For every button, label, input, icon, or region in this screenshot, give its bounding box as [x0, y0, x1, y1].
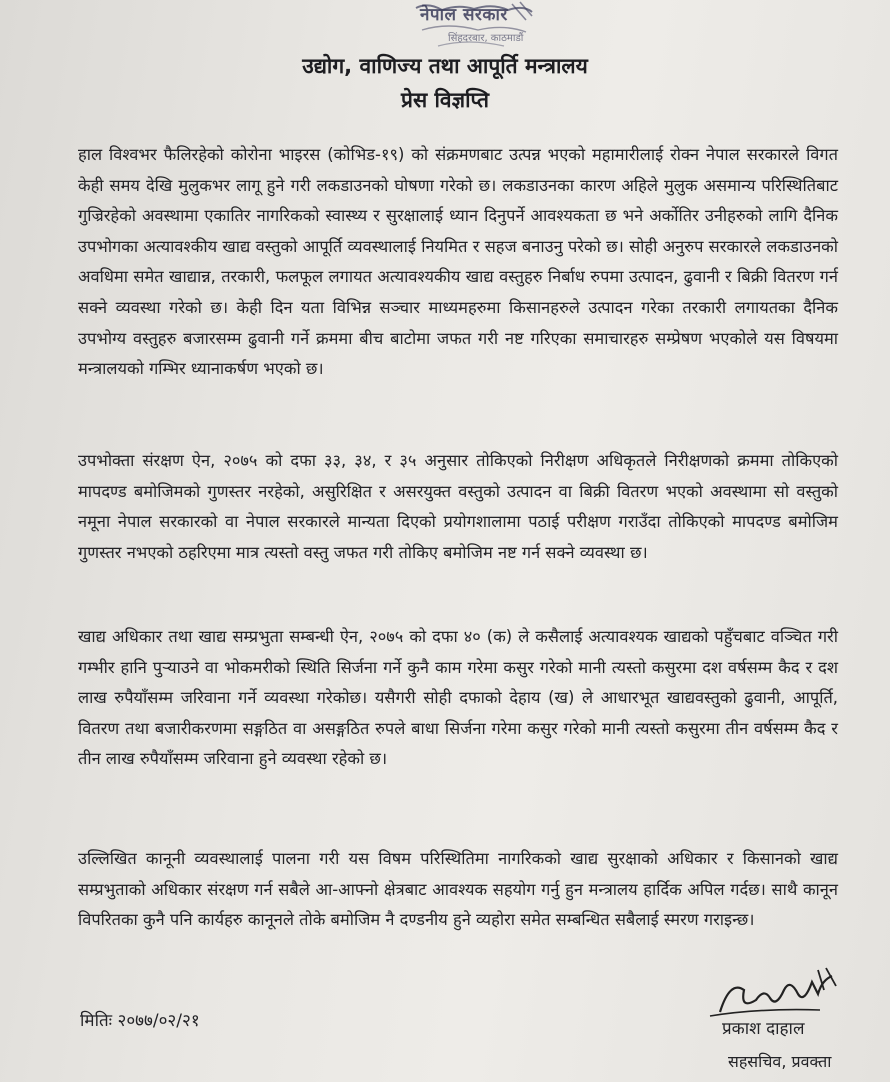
paragraph-4: उल्लिखित कानूनी व्यवस्थालाई पालना गरी यस विषम परिस्थितिमा नागरिकको खाद्य सुरक्षाको अधिकार र किसानको खाद्य सम्प्रभुताको अधिकार संरक्षण गर्न सबैले आ-आफ्नो क्षेत्रबाट आवश्यक सहयोग गर्नु हुन मन्त्रालय हार्दिक अपिल गर्दछ। साथै कानून विपरितका कुनै पनि कार्यहरु कानूनले तोके बमोजिम नै दण्डनीय हुने व्यहोरा समेत सम्बन्धित सबैलाई स्मरण गराइन्छ।	[78, 849, 838, 930]
ministry-title: उद्योग, वाणिज्य तथा आपूर्ति मन्त्रालय	[302, 54, 588, 78]
signer-name: प्रकाश दाहाल	[722, 1019, 805, 1039]
document-type: प्रेस विज्ञप्ति	[401, 88, 489, 112]
paragraph-1: हाल विश्वभर फैलिरहेको कोरोना भाइरस (कोभिड-१९) को संक्रमणबाट उत्पन्न भएको महामारीलाई रोक्न नेपाल सरकारले विगत केही समय देखि मुलुकभर लागू हुने गरी लकडाउनको घोषणा गरेको छ। लकडाउनका कारण अहिले मुलुक असमान्य परिस्थितिबाट गुज्रिरहेको अवस्थामा एकातिर नागरिकको स्वास्थ्य र सुरक्षालाई ध्यान दिनुपर्ने आवश्यकता छ भने अर्कोतिर उनीहरुको लागि दैनिक उपभोगका अत्यावश्कीय खाद्य वस्तुको आपूर्ति व्यवस्थालाई नियमित र सहज बनाउनु परेको छ। सोही अनुरुप सरकारले लकडाउनको अवधिमा समेत खाद्यान्न, तरकारी, फलफूल लगायत अत्यावश्यकीय खाद्य वस्तुहरु निर्बाध रुपमा उत्पादन, ढुवानी र बिक्री वितरण गर्न सक्ने व्यवस्था गरेको छ। केही दिन यता विभिन्न सञ्चार माध्यमहरुमा किसानहरुले उत्पादन गरेका तरकारी लगायतका दैनिक उपभोग्य वस्तुहरु बजारसम्म ढुवानी गर्ने क्रममा बीच बाटोमा जफत गरी नष्ट गरिएका समाचारहरु सम्प्रेषण भएकोले यस विषयमा मन्त्रालयको गम्भिर ध्यानाकर्षण भएको छ।	[78, 145, 838, 379]
paragraph-2: उपभोक्ता संरक्षण ऐन, २०७५ को दफा ३३, ३४, र ३५ अनुसार तोकिएको निरीक्षण अधिकृतले निरीक्षणको क्रममा तोकिएको मापदण्ड बमोजिमको गुणस्तर नरहेको, असुरिक्षित र असरयुक्त वस्तुको उत्पादन वा बिक्री वितरण भएको अवस्थामा सो वस्तुको नमूना नेपाल सरकारको वा नेपाल सरकारले मान्यता दिएको प्रयोगशालामा पठाई परीक्षण गराउँदा तोकिएको मापदण्ड बमोजिम गुणस्तर नभएको ठहरिएमा मात्र त्यस्तो वस्तु जफत गरी तोकिए बमोजिम नष्ट गर्न सक्ने व्यवस्था छ।	[78, 451, 838, 562]
signer-designation: सहसचिव, प्रवक्ता	[728, 1052, 832, 1071]
paragraph-3: खाद्य अधिकार तथा खाद्य सम्प्रभुता सम्बन्धी ऐन, २०७५ को दफा ४० (क) ले कसैलाई अत्यावश्यक खाद्यको पहुँचबाट वञ्चित गरी गम्भीर हानि पुऱ्याउने वा भोकमरीको स्थिति सिर्जना गर्ने कुनै काम गरेमा कसुर गरेको मानी त्यस्तो कसुरमा दश वर्षसम्म कैद र दश लाख रुपैयाँसम्म जरिवाना गर्ने व्यवस्था गरेकोछ। यसैगरी सोही दफाको देहाय (ख) ले आधारभूत खाद्यवस्तुको ढुवानी, आपूर्ति, वितरण तथा बजारीकरणमा सङ्गठित वा असङ्गठित रुपले बाधा सिर्जना गरेमा कसुर गरेको मानी त्यस्तो कसुरमा तीन वर्षसम्म कैद र तीन लाख रुपैयाँसम्म जरिवाना हुने व्यवस्था रहेको छ।	[78, 627, 838, 769]
stamp-subtext: सिंहदरबार, काठमाडौं	[448, 33, 524, 44]
issue-date: मितिः २०७७/०२/२१	[80, 1011, 200, 1031]
stamp-text: नेपाल सरकार	[420, 5, 508, 25]
